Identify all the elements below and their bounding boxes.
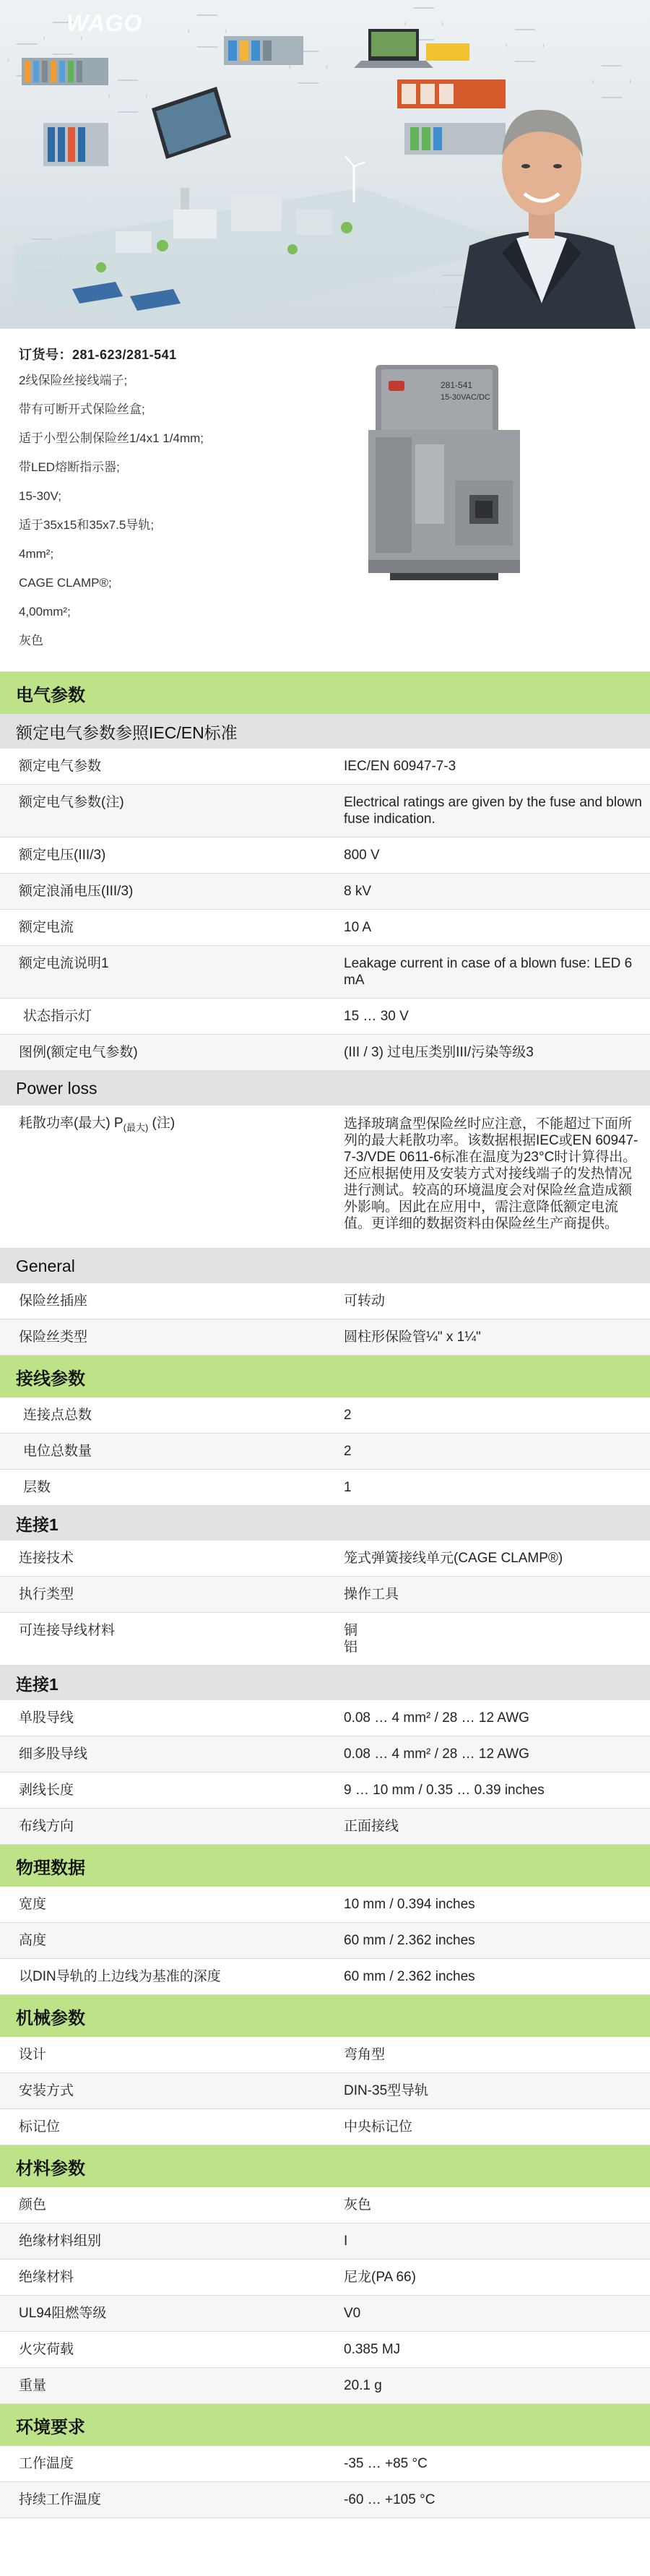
spec-key: 持续工作温度 [19, 2492, 102, 2507]
spec-value: 选择玻璃盒型保险丝时应注意，不能超过下面所列的最大耗散功率。该数据根据IEC或EN 60947-7-3/VDE 0611-6标准在温度为23°C时计算得出。还应根据使用及安装方式对接线端子的发热情况进行测试。较高的环境温度会对保险丝盒造成额外影响。因此在应用中，需注意降低额定电流值。更详细的数据资料由保险丝生产商提供。 [344, 1116, 638, 1231]
spec-key: 电位总数量 [23, 1444, 92, 1459]
businessman-illustration [433, 65, 650, 329]
spec-row [0, 1700, 650, 1736]
spec-value: 0.385 MJ [344, 2342, 401, 2357]
order-number: 订货号：281-623/281-541 [19, 348, 177, 362]
section-header-mechanical: 机械参数 [0, 1995, 650, 2037]
product-label: 15-30VAC/DC [441, 393, 490, 402]
hero-banner [0, 0, 650, 329]
spec-key: 布线方向 [19, 1819, 74, 1834]
spec-row [0, 1887, 650, 1923]
spec-row [0, 874, 650, 910]
spec-key: 设计 [19, 2047, 47, 2062]
spec-key: 绝缘材料组别 [19, 2233, 102, 2249]
section-header-environment: 环境要求 [0, 2404, 650, 2446]
spec-row [0, 1541, 650, 1577]
spec-row [0, 1772, 650, 1809]
spec-value: IEC/EN 60947-7-3 [344, 759, 456, 774]
spec-row [0, 2109, 650, 2145]
spec-row [0, 999, 650, 1035]
spec-key: 额定电流 [19, 920, 74, 935]
spec-row [0, 2223, 650, 2260]
spec-value: (III / 3) 过电压类别III/污染等级3 [344, 1045, 534, 1060]
spec-key: 额定电流说明1 [19, 956, 109, 971]
section-header-connection: 接线参数 [0, 1356, 650, 1397]
spec-row [0, 2446, 650, 2482]
spec-row [0, 1434, 650, 1470]
spec-value: 10 A [344, 920, 372, 935]
spec-key: 重量 [19, 2378, 47, 2393]
spec-value: 800 V [344, 848, 380, 863]
spec-row [0, 2482, 650, 2518]
spec-value: 0.08 … 4 mm² / 28 … 12 AWG [344, 1710, 529, 1726]
spec-value: -60 … +105 °C [344, 2492, 436, 2507]
spec-row [0, 1470, 650, 1506]
spec-value: 2 [344, 1444, 352, 1459]
spec-row [0, 1736, 650, 1772]
section-header-physical: 物理数据 [0, 1845, 650, 1887]
section-header-electrical: 电气参数 [0, 672, 650, 714]
spec-key: 以DIN导轨的上边线为基准的深度 [19, 1969, 221, 1984]
spec-value: 灰色 [344, 2197, 372, 2213]
spec-key: 连接技术 [19, 1551, 74, 1566]
section-header-material: 材料参数 [0, 2145, 650, 2187]
subsection-header-power-loss: Power loss [0, 1071, 650, 1106]
spec-value: 尼龙(PA 66) [344, 2270, 416, 2285]
feature-line: CAGE CLAMP®; [19, 576, 112, 590]
product-label: 281-541 [441, 380, 473, 390]
spec-value: Electrical ratings are given by the fuse and blown fuse indication. [344, 795, 642, 827]
feature-line: 适于35x15和35x7.5导轨; [19, 518, 155, 532]
spec-row [0, 2073, 650, 2109]
feature-line: 4,00mm²; [19, 605, 71, 619]
spec-key: 剥线长度 [19, 1783, 74, 1798]
spec-value: 正面接线 [344, 1819, 399, 1834]
spec-key: 连接点总数 [23, 1408, 92, 1423]
subsection-header-general: General [0, 1249, 650, 1283]
subsection-header-connection1: 连接1 [0, 1506, 650, 1541]
spec-key: 高度 [19, 1933, 47, 1948]
spec-row [0, 2332, 650, 2368]
spec-value-line: 铜 [344, 1623, 358, 1638]
spec-key: 执行类型 [19, 1587, 74, 1602]
spec-value: 圆柱形保险管¼" x 1¼" [344, 1330, 481, 1345]
spec-value: 20.1 g [344, 2378, 382, 2393]
spec-key: 宽度 [19, 1897, 47, 1912]
spec-row [0, 2368, 650, 2404]
spec-row [0, 1923, 650, 1959]
spec-row [0, 1106, 650, 1249]
spec-row [0, 1035, 650, 1071]
spec-row [0, 1613, 650, 1666]
spec-row [0, 837, 650, 874]
spec-key: 额定电气参数 [19, 759, 102, 774]
spec-key-text: 耗散功率(最大) P [19, 1116, 124, 1131]
spec-row [0, 1577, 650, 1613]
order-text [19, 345, 337, 663]
spec-key: 层数 [23, 1480, 51, 1495]
spec-key: UL94阻燃等级 [19, 2306, 107, 2321]
spec-value: DIN-35型导轨 [344, 2083, 429, 2098]
spec-value: 60 mm / 2.362 inches [344, 1969, 475, 1984]
feature-line: 灰色 [19, 634, 43, 647]
spec-row [0, 910, 650, 946]
spec-key: 可连接导线材料 [19, 1623, 116, 1638]
spec-value: 8 kV [344, 884, 372, 899]
spec-value: 10 mm / 0.394 inches [344, 1897, 475, 1912]
spec-value: V0 [344, 2306, 361, 2321]
spec-key: 图例(额定电气参数) [19, 1045, 138, 1060]
spec-key [0, 1106, 329, 1248]
spec-row [0, 1959, 650, 1995]
spec-key: 保险丝插座 [19, 1293, 88, 1309]
spec-value: 弯角型 [344, 2047, 386, 2062]
spec-value: Leakage current in case of a blown fuse: LED 6 mA [344, 956, 633, 988]
feature-line: 4mm²; [19, 547, 54, 561]
subsection-header-connection1: 连接1 [0, 1666, 650, 1700]
spec-row [0, 946, 650, 999]
spec-key: 绝缘材料 [19, 2270, 74, 2285]
spec-row [0, 1397, 650, 1434]
spec-key: 状态指示灯 [23, 1009, 92, 1024]
feature-line: 适于小型公制保险丝1/4x1 1/4mm; [19, 431, 204, 445]
spec-row [0, 2187, 650, 2223]
feature-line: 2线保险丝接线端子; [19, 374, 128, 387]
spec-value: -35 … +85 °C [344, 2456, 428, 2471]
spec-value: 0.08 … 4 mm² / 28 … 12 AWG [344, 1746, 529, 1762]
spec-value: 60 mm / 2.362 inches [344, 1933, 475, 1948]
order-info [0, 329, 650, 672]
spec-key: 保险丝类型 [19, 1330, 88, 1345]
spec-value: 1 [344, 1480, 352, 1495]
logo-text: WAGO [66, 10, 143, 36]
spec-row [0, 1283, 650, 1319]
spec-value: 可转动 [344, 1293, 386, 1309]
spec-row [0, 1809, 650, 1845]
spec-value: I [344, 2233, 348, 2249]
spec-value: 2 [344, 1408, 352, 1423]
spec-row [0, 749, 650, 785]
spec-key: 工作温度 [19, 2456, 74, 2471]
spec-value: 9 … 10 mm / 0.35 … 0.39 inches [344, 1783, 545, 1798]
spec-value: 中央标记位 [344, 2119, 413, 2135]
spec-row [0, 2296, 650, 2332]
spec-key: 细多股导线 [19, 1746, 88, 1762]
feature-line: 带有可断开式保险丝盒; [19, 402, 145, 416]
spec-row [0, 2260, 650, 2296]
spec-row [0, 2037, 650, 2073]
spec-key-subscript: (最大) [123, 1121, 149, 1133]
subsection-header-rated: 额定电气参数参照IEC/EN标准 [0, 714, 650, 749]
spec-value: 15 … 30 V [344, 1009, 409, 1024]
spec-row [0, 1319, 650, 1356]
spec-value [329, 1613, 650, 1665]
spec-key: 颜色 [19, 2197, 47, 2213]
spec-row [0, 785, 650, 837]
spec-key: 单股导线 [19, 1710, 74, 1726]
spec-value: 操作工具 [344, 1587, 399, 1602]
spec-value: 笼式弹簧接线单元(CAGE CLAMP®) [344, 1551, 563, 1566]
spec-key-note: (注) [148, 1116, 176, 1131]
spec-key: 标记位 [19, 2119, 61, 2135]
spec-key: 额定电压(III/3) [19, 848, 106, 863]
spec-key: 额定浪涌电压(III/3) [19, 884, 134, 899]
spec-key: 额定电气参数(注) [19, 795, 124, 810]
spec-value-line: 铝 [344, 1640, 358, 1655]
feature-line: 带LED熔断指示器; [19, 460, 120, 474]
feature-line: 15-30V; [19, 489, 61, 503]
product-image [347, 350, 534, 603]
spec-key: 安装方式 [19, 2083, 74, 2098]
spec-key: 火灾荷载 [19, 2342, 74, 2357]
